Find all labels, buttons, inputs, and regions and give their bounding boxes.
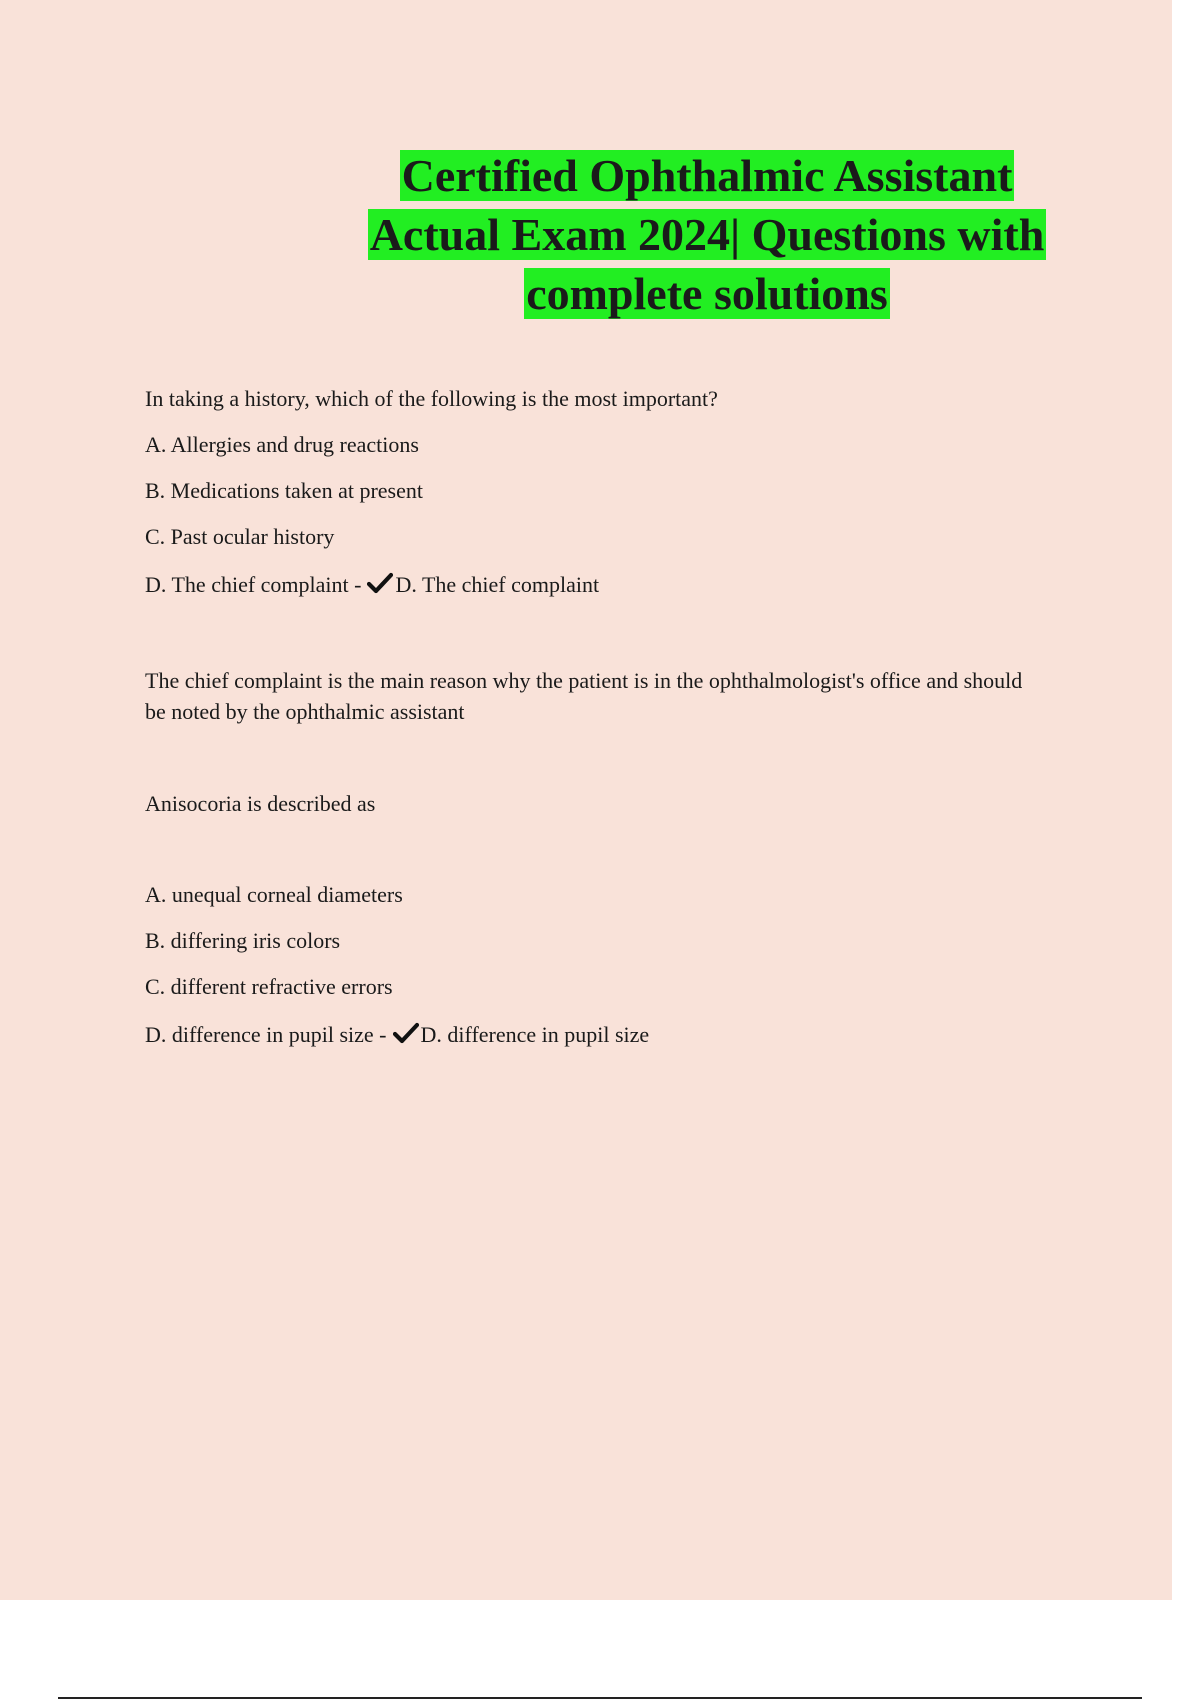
question-1-answer: D. The chief complaint xyxy=(395,572,600,597)
question-2-option-b: B. differing iris colors xyxy=(145,928,341,953)
question-1-text: In taking a history, which of the following is the most important? xyxy=(145,386,718,411)
question-1-option-a: A. Allergies and drug reactions xyxy=(145,432,419,457)
checkmark-icon xyxy=(367,572,393,594)
question-1-option-d-text: D. The chief complaint - xyxy=(145,572,362,597)
question-1-option-d xyxy=(145,570,599,600)
question-2-option-d xyxy=(145,1020,649,1050)
document-title xyxy=(340,146,1074,323)
question-2-option-a: A. unequal corneal diameters xyxy=(145,882,403,907)
footer-divider xyxy=(58,1697,1142,1699)
title-line: Certified Ophthalmic Assistant xyxy=(401,150,1013,201)
question-2-answer: D. difference in pupil size xyxy=(420,1022,650,1047)
checkmark-icon xyxy=(393,1022,419,1044)
question-2-text: Anisocoria is described as xyxy=(145,791,376,816)
question-2-option-c: C. different refractive errors xyxy=(145,974,393,999)
title-line: Actual Exam 2024| Questions with xyxy=(369,209,1045,260)
question-1-option-b: B. Medications taken at present xyxy=(145,478,423,503)
title-line: complete solutions xyxy=(526,268,888,319)
question-1-option-c: C. Past ocular history xyxy=(145,524,335,549)
question-2-option-d-text: D. difference in pupil size - xyxy=(145,1022,387,1047)
question-1-explanation: The chief complaint is the main reason why the patient is in the ophthalmologist's office and should be noted by the ophthalmic assistant xyxy=(145,668,1023,724)
